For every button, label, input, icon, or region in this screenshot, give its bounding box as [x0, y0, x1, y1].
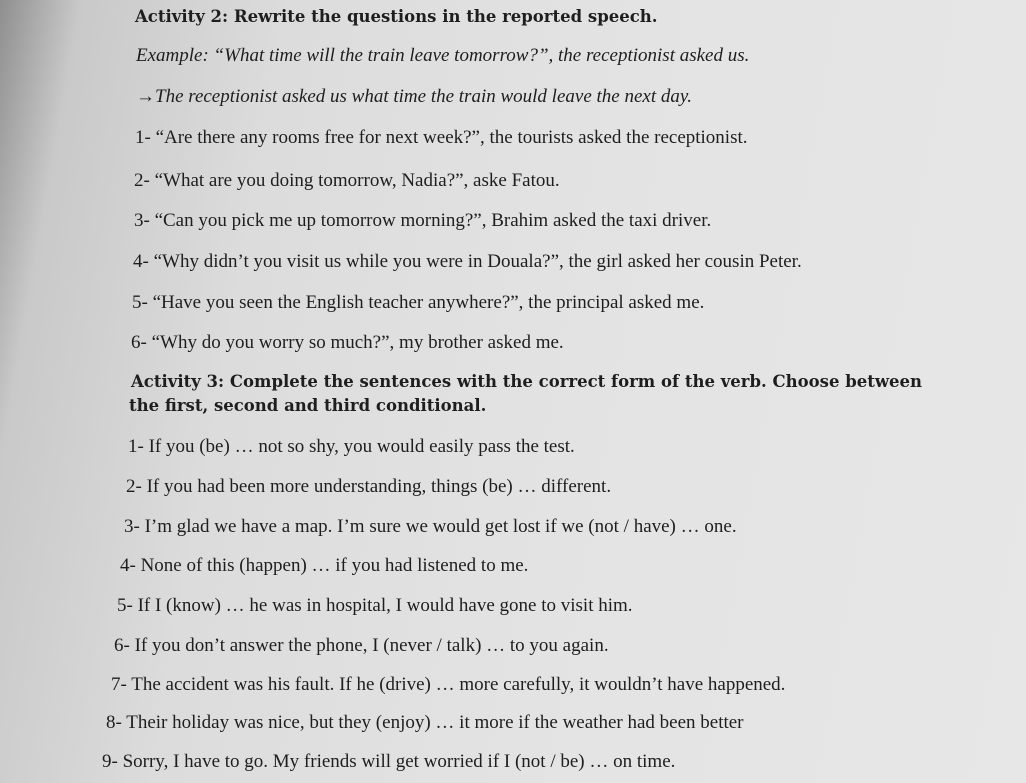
activity3-item-3: 3- I’m glad we have a map. I’m sure we would get lost if we (not / have) … one. [124, 516, 737, 537]
activity3-title-line1: Activity 3: Complete the sentences with the correct form of the verb. Choose between [131, 372, 923, 391]
activity2-example: Example: “What time will the train leave tomorrow?”, the receptionist asked us. [136, 45, 750, 66]
activity3-title-line2: the first, second and third conditional. [129, 396, 487, 415]
activity2-item-2: 2- “What are you doing tomorrow, Nadia?”, aske Fatou. [134, 170, 560, 191]
activity3-item-1: 1- If you (be) … not so shy, you would easily pass the test. [128, 436, 575, 457]
activity3-item-4: 4- None of this (happen) … if you had listened to me. [120, 555, 529, 576]
activity2-example-answer: →The receptionist asked us what time the train would leave the next day. [136, 86, 693, 107]
activity3-item-2: 2- If you had been more understanding, things (be) … different. [126, 476, 612, 497]
activity2-item-6: 6- “Why do you worry so much?”, my brother asked me. [131, 332, 564, 353]
activity3-item-6: 6- If you don’t answer the phone, I (never / talk) … to you again. [114, 635, 609, 656]
activity2-item-4: 4- “Why didn’t you visit us while you were in Douala?”, the girl asked her cousin Peter. [133, 251, 802, 272]
activity2-item-1: 1- “Are there any rooms free for next week?”, the tourists asked the receptionist. [135, 127, 748, 148]
activity3-item-9: 9- Sorry, I have to go. My friends will get worried if I (not / be) … on time. [102, 751, 676, 772]
activity3-item-7: 7- The accident was his fault. If he (drive) … more carefully, it wouldn’t have happened. [111, 674, 786, 695]
activity3-item-5: 5- If I (know) … he was in hospital, I would have gone to visit him. [117, 595, 633, 616]
activity2-title: Activity 2: Rewrite the questions in the reported speech. [135, 7, 658, 26]
activity2-item-3: 3- “Can you pick me up tomorrow morning?”, Brahim asked the taxi driver. [134, 210, 712, 231]
activity2-item-5: 5- “Have you seen the English teacher anywhere?”, the principal asked me. [132, 292, 705, 313]
activity3-item-8: 8- Their holiday was nice, but they (enjoy) … it more if the weather had been better [106, 712, 744, 733]
